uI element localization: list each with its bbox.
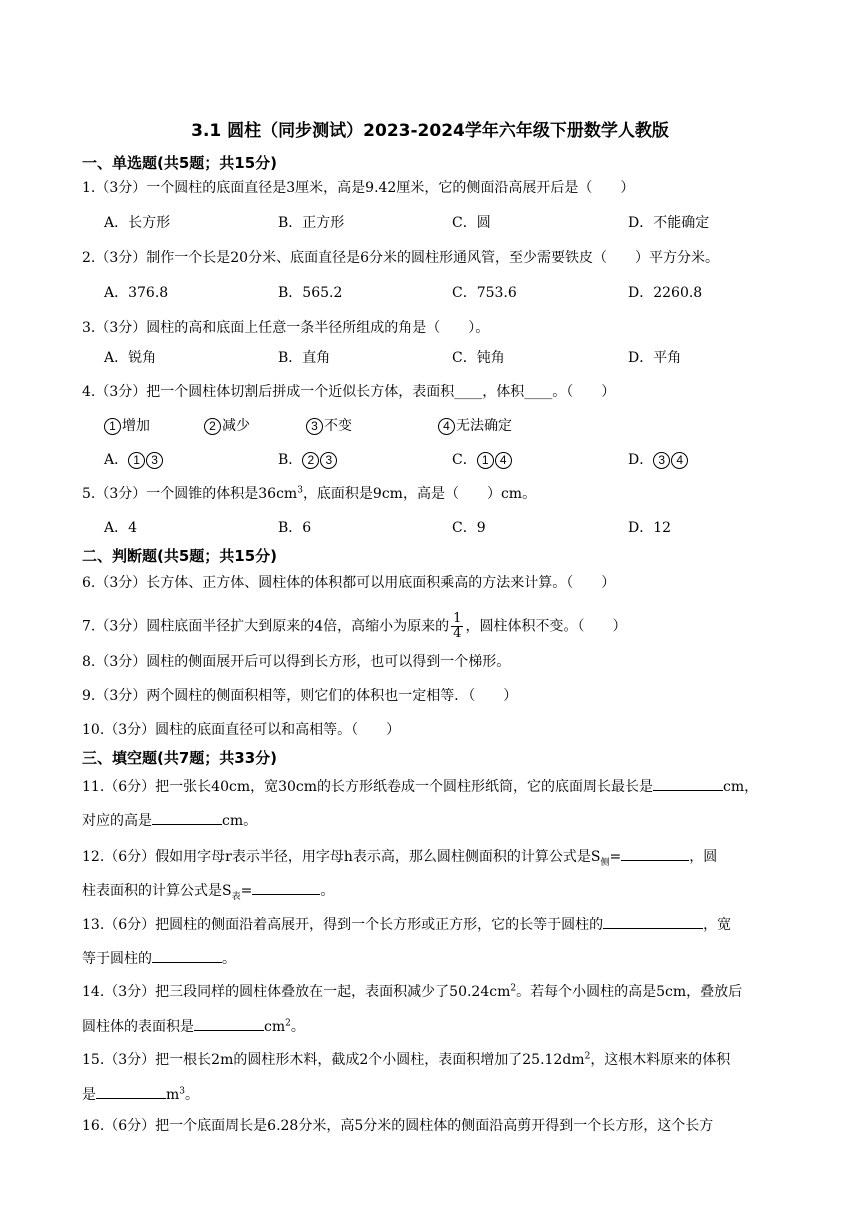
circled-number: 3: [306, 418, 323, 435]
section-heading-single-choice: 一、单选题(共5题；共15分): [82, 154, 278, 172]
page-title: 3.1 圆柱（同步测试）2023-2024学年六年级下册数学人教版: [191, 121, 669, 141]
question-5-option-b: B．6: [278, 520, 312, 536]
question-11-line-1: 11.（6分）把一张长40cm，宽30cm的长方形纸卷成一个圆柱形纸筒，它的底面周长最长是 cm，: [82, 776, 758, 797]
question-3-option-b: B．直角: [278, 350, 331, 366]
question-4-option-a: A． 1 3: [104, 450, 164, 470]
answer-blank[interactable]: [603, 914, 703, 929]
question-2-stem: 2.（3分）制作一个长是20分米、底面直径是6分米的圆柱形通风管，至少需要铁皮（ ）平方分米。: [82, 250, 719, 266]
question-1-option-a: A．长方形: [104, 215, 171, 231]
question-1-option-b: B．正方形: [278, 215, 345, 231]
question-1-stem: 1.（3分）一个圆柱的底面直径是3厘米，高是9.42厘米，它的侧面沿高展开后是（ ）: [82, 180, 635, 196]
question-1-option-d: D．不能确定: [628, 215, 710, 231]
section-heading-true-false: 二、判断题(共5题；共15分): [82, 547, 278, 565]
question-7: 7.（3分）圆柱底面半径扩大到原来的4倍，高缩小为原来的 $\frac{1}{4}$ ，圆柱体积不变。（ ）: [82, 611, 627, 641]
question-14-line-1: 14.（3分）把三段同样的圆柱体叠放在一起，表面积减少了$50.24cm^2$。若每个小圆柱的高是5cm，叠放后: [82, 983, 743, 1000]
question-4-stem: 4.（3分）把一个圆柱体切割后拼成一个近似长方体，表面积____，体积____。（ ）: [82, 384, 616, 400]
question-6: 6.（3分）长方体、正方体、圆柱体的体积都可以用底面积乘高的方法来计算。（ ）: [82, 575, 616, 591]
question-13-line-2: 等于圆柱的 。: [82, 948, 236, 969]
section-heading-fill-in: 三、填空题(共7题；共33分): [82, 749, 278, 767]
question-9: 9.（3分）两个圆柱的侧面积相等，则它们的体积也一定相等．（ ）: [82, 688, 518, 704]
question-5-stem: 5.（3分）一个圆锥的体积是$36cm^3$，底面积是9cm，高是（ ）cm。: [82, 485, 537, 502]
answer-blank[interactable]: [653, 776, 723, 791]
answer-blank[interactable]: [621, 846, 689, 861]
question-4-choice-1: 1 增加: [104, 416, 150, 436]
question-4-option-d: D． 3 4: [628, 450, 689, 470]
question-12-line-2: 柱表面积的计算公式是$S_表=$ 。: [82, 880, 334, 901]
question-2-option-d: D．2260.8: [628, 285, 703, 301]
question-12-line-1: 12.（6分）假如用字母r表示半径，用字母h表示高，那么圆柱侧面积的计算公式是$S_侧=$ ，圆: [82, 846, 717, 867]
question-2-option-b: B．565.2: [278, 285, 343, 301]
answer-blank[interactable]: [252, 880, 320, 895]
question-16-line-1: 16.（6分）把一个底面周长是6.28分米，高5分米的圆柱体的侧面沿高剪开得到一个长方形，这个长方: [82, 1118, 714, 1134]
circled-number: 4: [438, 418, 455, 435]
answer-blank[interactable]: [96, 1084, 166, 1099]
question-5-option-d: D．12: [628, 520, 672, 536]
question-4-choice-3: 3 不变: [306, 416, 352, 436]
question-15-line-2: 是 $m^3$。: [82, 1084, 199, 1105]
question-1-option-c: C．圆: [452, 215, 491, 231]
question-3-option-d: D．平角: [628, 350, 682, 366]
question-5-option-a: A．4: [104, 520, 138, 536]
question-2-option-a: A．376.8: [104, 285, 169, 301]
question-2-option-c: C．753.6: [452, 285, 517, 301]
circled-number: 1: [104, 418, 121, 435]
question-15-line-1: 15.（3分）把一根长2m的圆柱形木料，截成2个小圆柱，表面积增加了$25.12dm^2$，这根木料原来的体积: [82, 1051, 731, 1068]
question-5-option-c: C．9: [452, 520, 486, 536]
question-4-option-b: B． 2 3: [278, 450, 338, 470]
circled-number: 2: [204, 418, 221, 435]
question-14-line-2: 圆柱体的表面积是 $cm^2$。: [82, 1016, 305, 1037]
question-4-choice-2: 2 减少: [204, 416, 250, 436]
question-3-option-a: A．锐角: [104, 350, 157, 366]
question-11-line-2: 对应的高是 cm。: [82, 810, 257, 831]
question-10: 10.（3分）圆柱的底面直径可以和高相等。（ ）: [82, 722, 401, 738]
answer-blank[interactable]: [152, 810, 222, 825]
question-3-option-c: C．钝角: [452, 350, 505, 366]
answer-blank[interactable]: [152, 948, 222, 963]
question-4-choice-4: 4 无法确定: [438, 416, 512, 436]
question-8: 8.（3分）圆柱的侧面展开后可以得到长方形，也可以得到一个梯形。: [82, 654, 511, 670]
fraction: $\frac{1}{4}$: [453, 611, 462, 641]
question-3-stem: 3.（3分）圆柱的高和底面上任意一条半径所组成的角是（ ）。: [82, 320, 490, 336]
question-13-line-1: 13.（6分）把圆柱的侧面沿着高展开，得到一个长方形或正方形，它的长等于圆柱的 ，宽: [82, 914, 731, 935]
answer-blank[interactable]: [194, 1016, 264, 1031]
question-4-option-c: C． 1 4: [452, 450, 513, 470]
